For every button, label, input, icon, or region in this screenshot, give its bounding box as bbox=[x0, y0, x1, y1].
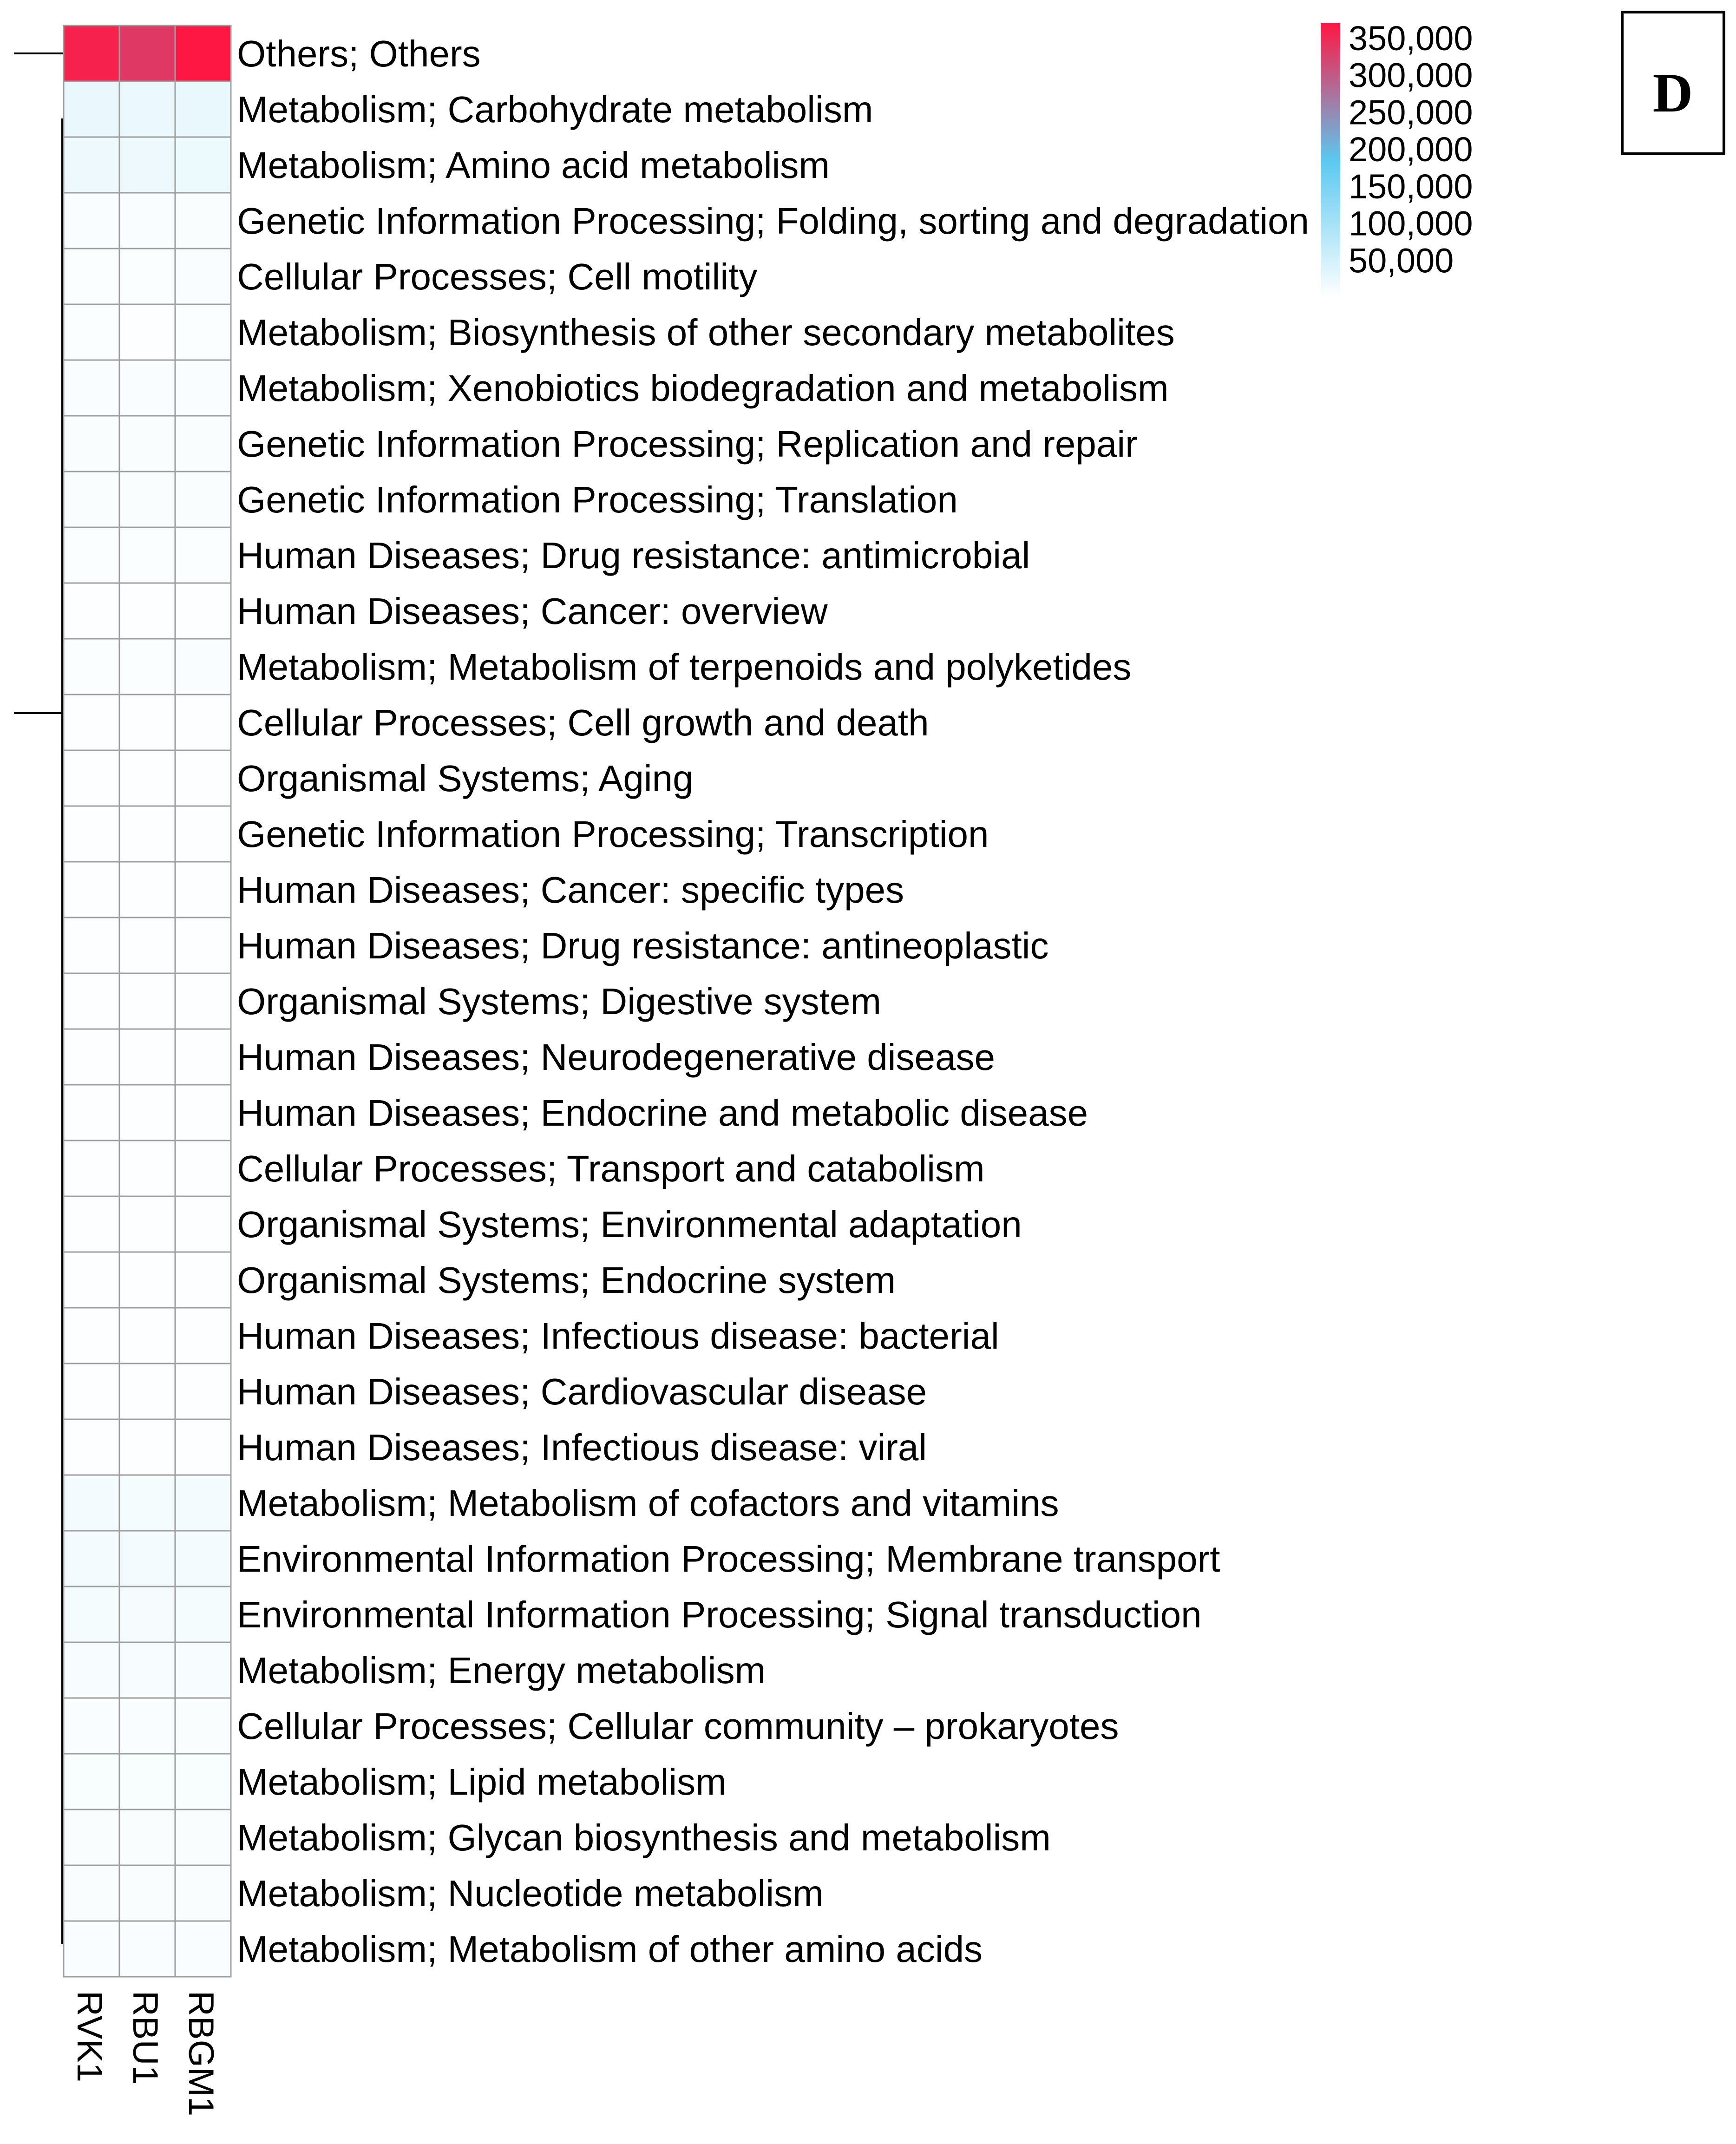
heatmap-cell bbox=[64, 1865, 119, 1921]
color-legend bbox=[1321, 19, 1473, 297]
row-label: Metabolism; Nucleotide metabolism bbox=[237, 1873, 824, 1914]
heatmap-cell bbox=[175, 1141, 231, 1196]
heatmap-cell bbox=[175, 137, 231, 193]
heatmap-cell bbox=[175, 249, 231, 304]
heatmap-cell bbox=[175, 1698, 231, 1754]
column-labels bbox=[70, 1991, 221, 2116]
heatmap-cell bbox=[119, 583, 175, 639]
heatmap-cell bbox=[64, 639, 119, 695]
row-label: Metabolism; Lipid metabolism bbox=[237, 1761, 727, 1803]
row-label: Cellular Processes; Transport and catabolism bbox=[237, 1148, 985, 1189]
heatmap-cell bbox=[64, 1029, 119, 1085]
panel-label-box bbox=[1622, 12, 1724, 154]
heatmap-cell bbox=[64, 1364, 119, 1419]
heatmap-cell bbox=[119, 1754, 175, 1810]
heatmap-cell bbox=[64, 918, 119, 973]
heatmap-cell bbox=[119, 750, 175, 806]
heatmap-cell bbox=[119, 1531, 175, 1587]
heatmap-cell bbox=[64, 137, 119, 193]
heatmap-cell bbox=[64, 973, 119, 1029]
row-label: Environmental Information Processing; Signal transduction bbox=[237, 1594, 1202, 1635]
heatmap-cell bbox=[64, 360, 119, 416]
heatmap-cell bbox=[175, 862, 231, 918]
heatmap-cell bbox=[119, 1475, 175, 1531]
legend-tick-label: 250,000 bbox=[1349, 93, 1473, 132]
heatmap-cell bbox=[119, 304, 175, 360]
heatmap-cell bbox=[64, 1475, 119, 1531]
legend-tick-label: 300,000 bbox=[1349, 56, 1473, 95]
heatmap-cell bbox=[119, 639, 175, 695]
heatmap-cell bbox=[64, 1308, 119, 1364]
heatmap-cell bbox=[175, 639, 231, 695]
row-label: Metabolism; Biosynthesis of other secondary metabolites bbox=[237, 312, 1175, 353]
row-label: Cellular Processes; Cell motility bbox=[237, 256, 758, 297]
row-labels bbox=[237, 33, 1309, 1970]
heatmap-cell bbox=[175, 806, 231, 862]
heatmap-cell bbox=[175, 1364, 231, 1419]
heatmap-cell bbox=[119, 1364, 175, 1419]
row-label: Others; Others bbox=[237, 33, 481, 74]
heatmap-cell bbox=[119, 472, 175, 527]
heatmap-cell bbox=[119, 1921, 175, 1977]
heatmap-cell bbox=[175, 1029, 231, 1085]
row-label: Metabolism; Glycan biosynthesis and metabolism bbox=[237, 1817, 1051, 1858]
heatmap-cell bbox=[119, 81, 175, 137]
heatmap-cell bbox=[64, 583, 119, 639]
row-label: Human Diseases; Neurodegenerative disease bbox=[237, 1036, 996, 1078]
heatmap-cell bbox=[119, 1196, 175, 1252]
row-label: Environmental Information Processing; Membrane transport bbox=[237, 1538, 1220, 1580]
heatmap-cell bbox=[64, 750, 119, 806]
row-label: Cellular Processes; Cellular community – prokaryotes bbox=[237, 1705, 1119, 1747]
row-label: Human Diseases; Cancer: overview bbox=[237, 590, 828, 632]
heatmap-cell bbox=[119, 137, 175, 193]
heatmap-cell bbox=[119, 918, 175, 973]
heatmap-cell bbox=[64, 1252, 119, 1308]
heatmap-cell bbox=[119, 1029, 175, 1085]
legend-tick-label: 150,000 bbox=[1349, 167, 1473, 206]
heatmap-cell bbox=[119, 1865, 175, 1921]
column-label: RVK1 bbox=[70, 1991, 109, 2083]
heatmap-cell bbox=[119, 1419, 175, 1475]
heatmap-cell bbox=[175, 1587, 231, 1642]
heatmap-cell bbox=[64, 1754, 119, 1810]
row-label: Human Diseases; Endocrine and metabolic disease bbox=[237, 1092, 1088, 1134]
heatmap-cell bbox=[175, 304, 231, 360]
heatmap-cell bbox=[64, 862, 119, 918]
heatmap-cell bbox=[175, 1085, 231, 1141]
row-label: Human Diseases; Drug resistance: antineoplastic bbox=[237, 925, 1049, 966]
heatmap-cell bbox=[64, 1810, 119, 1865]
heatmap-cell bbox=[175, 360, 231, 416]
heatmap-cell bbox=[175, 1252, 231, 1308]
heatmap-cell bbox=[175, 1865, 231, 1921]
heatmap-cell bbox=[175, 1308, 231, 1364]
row-label: Genetic Information Processing; Transcription bbox=[237, 813, 989, 855]
row-label: Organismal Systems; Digestive system bbox=[237, 981, 882, 1022]
heatmap-cell bbox=[64, 695, 119, 750]
heatmap-cell bbox=[175, 527, 231, 583]
heatmap-cell bbox=[64, 249, 119, 304]
heatmap-cells bbox=[64, 26, 231, 1977]
heatmap-cell bbox=[64, 1698, 119, 1754]
panel-letter: D bbox=[1652, 62, 1693, 124]
heatmap-cell bbox=[64, 1141, 119, 1196]
row-label: Organismal Systems; Endocrine system bbox=[237, 1259, 896, 1301]
heatmap-cell bbox=[119, 360, 175, 416]
heatmap-cell bbox=[175, 416, 231, 472]
heatmap-cell bbox=[64, 26, 119, 81]
heatmap-cell bbox=[119, 249, 175, 304]
row-label: Genetic Information Processing; Translation bbox=[237, 479, 958, 520]
heatmap-cell bbox=[119, 527, 175, 583]
row-label: Human Diseases; Cardiovascular disease bbox=[237, 1371, 927, 1412]
heatmap-cell bbox=[119, 1252, 175, 1308]
heatmap-cell bbox=[175, 472, 231, 527]
legend-tick-label: 350,000 bbox=[1349, 19, 1473, 58]
row-label: Human Diseases; Drug resistance: antimicrobial bbox=[237, 535, 1030, 576]
heatmap-cell bbox=[175, 583, 231, 639]
heatmap-cell bbox=[175, 81, 231, 137]
heatmap-cell bbox=[175, 1921, 231, 1977]
heatmap-cell bbox=[119, 862, 175, 918]
heatmap-cell bbox=[64, 472, 119, 527]
heatmap-cell bbox=[175, 1419, 231, 1475]
row-label: Human Diseases; Infectious disease: viral bbox=[237, 1427, 927, 1468]
heatmap-cell bbox=[119, 1810, 175, 1865]
heatmap-cell bbox=[175, 1754, 231, 1810]
legend-tick-label: 50,000 bbox=[1349, 241, 1454, 280]
row-label: Genetic Information Processing; Folding, sorting and degradation bbox=[237, 200, 1310, 242]
heatmap-cell bbox=[175, 750, 231, 806]
row-label: Human Diseases; Infectious disease: bacterial bbox=[237, 1315, 999, 1357]
row-label: Metabolism; Xenobiotics biodegradation and metabolism bbox=[237, 367, 1169, 409]
row-label: Metabolism; Metabolism of other amino acids bbox=[237, 1928, 983, 1970]
heatmap-cell bbox=[119, 1698, 175, 1754]
row-label: Metabolism; Amino acid metabolism bbox=[237, 144, 830, 186]
heatmap-cell bbox=[119, 1642, 175, 1698]
heatmap-cell bbox=[175, 1642, 231, 1698]
heatmap-cell bbox=[64, 1196, 119, 1252]
heatmap-cell bbox=[175, 1196, 231, 1252]
row-label: Organismal Systems; Aging bbox=[237, 758, 694, 799]
row-label: Cellular Processes; Cell growth and death bbox=[237, 702, 929, 743]
heatmap-cell bbox=[119, 973, 175, 1029]
heatmap-cell bbox=[64, 806, 119, 862]
row-label: Organismal Systems; Environmental adaptation bbox=[237, 1204, 1022, 1245]
heatmap-cell bbox=[119, 1085, 175, 1141]
heatmap-cell bbox=[119, 416, 175, 472]
row-label: Metabolism; Energy metabolism bbox=[237, 1650, 766, 1691]
heatmap-cell bbox=[119, 1587, 175, 1642]
column-label: RBGM1 bbox=[181, 1991, 221, 2117]
heatmap-cell bbox=[175, 1531, 231, 1587]
row-label: Genetic Information Processing; Replication and repair bbox=[237, 423, 1138, 465]
heatmap-cell bbox=[64, 81, 119, 137]
heatmap-cell bbox=[175, 1810, 231, 1865]
heatmap-cell bbox=[175, 695, 231, 750]
heatmap-cell bbox=[64, 416, 119, 472]
heatmap-cell bbox=[119, 695, 175, 750]
row-label: Human Diseases; Cancer: specific types bbox=[237, 869, 904, 911]
heatmap-cell bbox=[64, 1587, 119, 1642]
row-dendrogram bbox=[14, 53, 64, 1944]
heatmap-cell bbox=[64, 1642, 119, 1698]
heatmap-cell bbox=[64, 304, 119, 360]
heatmap-cell bbox=[64, 1419, 119, 1475]
heatmap-cell bbox=[64, 1085, 119, 1141]
heatmap-cell bbox=[175, 918, 231, 973]
heatmap-cell bbox=[119, 26, 175, 81]
heatmap-cell bbox=[119, 193, 175, 249]
row-label: Metabolism; Metabolism of cofactors and vitamins bbox=[237, 1482, 1059, 1524]
heatmap-cell bbox=[119, 1141, 175, 1196]
heatmap-cell bbox=[64, 527, 119, 583]
heatmap-cell bbox=[64, 1921, 119, 1977]
row-label: Metabolism; Metabolism of terpenoids and polyketides bbox=[237, 646, 1132, 688]
legend-tick-label: 100,000 bbox=[1349, 204, 1473, 243]
heatmap-cell bbox=[175, 193, 231, 249]
heatmap-cell bbox=[175, 1475, 231, 1531]
column-label: RBU1 bbox=[125, 1991, 165, 2085]
heatmap-cell bbox=[175, 26, 231, 81]
legend-tick-label: 200,000 bbox=[1349, 130, 1473, 169]
heatmap-cell bbox=[119, 1308, 175, 1364]
heatmap-cell bbox=[119, 806, 175, 862]
row-label: Metabolism; Carbohydrate metabolism bbox=[237, 89, 873, 130]
heatmap-cell bbox=[64, 1531, 119, 1587]
heatmap-cell bbox=[175, 973, 231, 1029]
legend-gradient-bar bbox=[1321, 23, 1340, 297]
heatmap-cell bbox=[64, 193, 119, 249]
